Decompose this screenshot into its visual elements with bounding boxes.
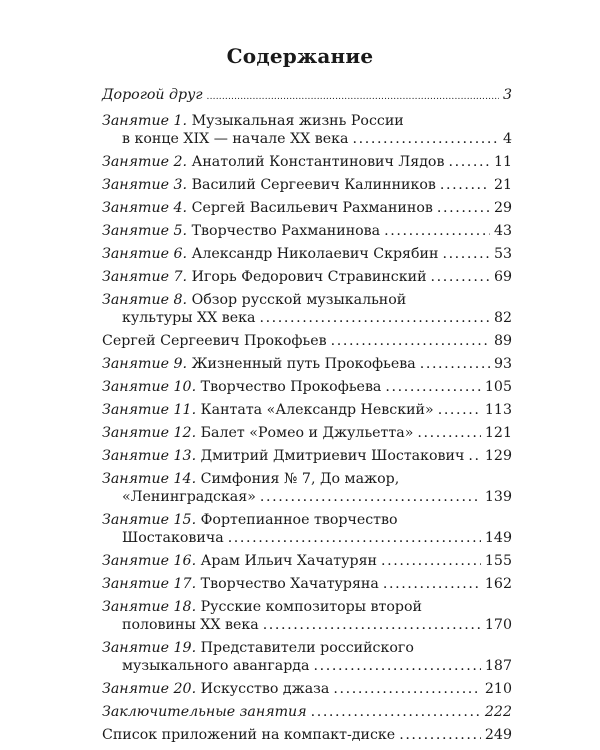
- toc-entry-title: Симфония № 7, До мажор,: [200, 471, 400, 487]
- toc-page-number: 155: [484, 553, 512, 569]
- toc-entry-text: [102, 86, 203, 104]
- dot-leader: [260, 488, 481, 506]
- toc-entry-line: [102, 424, 512, 442]
- toc-entry-title: Творчество Хачатуряна: [200, 576, 379, 592]
- toc-entry-title: Обзор русской музыкальной: [191, 292, 407, 308]
- toc-entry-text: [102, 703, 307, 721]
- toc-page-number: 3: [502, 87, 512, 103]
- toc-entry-label: Занятие 1.: [102, 113, 188, 129]
- toc-entry-line: [102, 726, 512, 744]
- toc-entry[interactable]: [102, 378, 512, 396]
- toc-entry[interactable]: [102, 680, 512, 698]
- toc-entry[interactable]: [102, 291, 512, 327]
- toc-entry-title: Александр Николаевич Скрябин: [191, 246, 439, 262]
- toc-entry-label: Дорогой друг: [102, 87, 203, 103]
- toc-entry-label: Занятие 6.: [102, 246, 188, 262]
- toc-entry-label: Занятие 13.: [102, 448, 197, 464]
- toc-entry-label: Занятие 17.: [102, 576, 197, 592]
- toc-entry[interactable]: [102, 199, 512, 217]
- toc-entry-continuation: [102, 657, 512, 675]
- toc-entry-line: [102, 575, 512, 593]
- toc-entry[interactable]: [102, 176, 512, 194]
- toc-page-number: 249: [484, 727, 512, 743]
- toc-entry-line: [102, 112, 512, 130]
- toc-entry-label: Занятие 10.: [102, 379, 197, 395]
- toc-entry-continuation: [102, 130, 512, 148]
- toc-entry-title-continued: культуры XX века: [122, 310, 256, 326]
- toc-entry-title-continued: в конце XIX — начале XX века: [122, 131, 349, 147]
- toc-entry-text: [102, 291, 406, 309]
- toc-entry-label: Занятие 8.: [102, 292, 188, 308]
- toc-entry-line: [102, 447, 512, 465]
- toc-entry-title-continued: половины XX века: [122, 617, 259, 633]
- toc-entry-label: Занятие 2.: [102, 154, 188, 170]
- toc-entry-label: Занятие 14.: [102, 471, 197, 487]
- toc-page-number: 4: [502, 131, 512, 147]
- toc-entry-line: [102, 639, 512, 657]
- toc-entry-continuation: [102, 488, 512, 506]
- dot-leader: [438, 401, 481, 419]
- dot-leader: [468, 447, 481, 465]
- toc-entry-text: [122, 657, 310, 675]
- toc-entry[interactable]: [102, 268, 512, 286]
- dot-leader: [442, 245, 489, 263]
- dot-leader: [385, 378, 481, 396]
- toc-entry[interactable]: [102, 86, 512, 106]
- toc-entry-title: Игорь Федорович Стравинский: [191, 269, 427, 285]
- toc-entry-label: Занятие 3.: [102, 177, 188, 193]
- toc-entry[interactable]: [102, 332, 512, 350]
- dot-leader: [333, 680, 481, 698]
- toc-entry-line: [102, 680, 512, 698]
- toc-entry-title: Кантата «Александр Невский»: [200, 402, 434, 418]
- toc-entry-title: Сергей Сергеевич Прокофьев: [102, 333, 327, 349]
- dot-leader: [314, 657, 481, 675]
- toc-entry-text: [102, 552, 377, 570]
- toc-page-number: 139: [484, 489, 512, 505]
- toc-page-number: 187: [484, 658, 512, 674]
- toc-entry-label: Занятие 9.: [102, 356, 188, 372]
- toc-entry-text: [102, 176, 436, 194]
- toc-entry-title: Русские композиторы второй: [200, 599, 423, 615]
- toc-entry[interactable]: [102, 424, 512, 442]
- dot-leader: [259, 309, 489, 327]
- dot-leader: [420, 355, 490, 373]
- toc-entry-text: [102, 639, 414, 657]
- toc-entry-title: Жизненный путь Прокофьева: [191, 356, 416, 372]
- toc-entry-title: Список приложений на компакт-диске: [102, 727, 396, 743]
- toc-entry-text: [102, 401, 434, 419]
- toc-page-number: 121: [484, 425, 512, 441]
- toc-entry[interactable]: [102, 112, 512, 148]
- toc-entry-title-continued: «Ленинградская»: [122, 489, 256, 505]
- toc-page-number: 210: [484, 681, 512, 697]
- toc-entry-text: [102, 332, 327, 350]
- toc-entry[interactable]: [102, 575, 512, 593]
- toc-entry-label: Занятие 15.: [102, 512, 197, 528]
- toc-entry-text: [102, 378, 381, 396]
- toc-entry-line: [102, 268, 512, 286]
- toc-page-number: 89: [493, 333, 512, 349]
- toc-entry-text: [122, 488, 256, 506]
- toc-entry-title: Арам Ильич Хачатурян: [200, 553, 377, 569]
- toc-entry-text: [122, 616, 259, 634]
- dot-leader: [311, 703, 481, 721]
- toc-entry-title: Музыкальная жизнь России: [191, 113, 404, 129]
- toc-page-number: 222: [484, 704, 512, 720]
- toc-entry-label: Заключительные занятия: [102, 704, 307, 720]
- toc-entry-title-continued: музыкального авангарда: [122, 658, 310, 674]
- toc-entry-label: Занятие 18.: [102, 599, 197, 615]
- toc-page-number: 113: [484, 402, 512, 418]
- toc-entry-text: [102, 680, 329, 698]
- toc-entry-continuation: [102, 529, 512, 547]
- toc-entry-text: [102, 112, 404, 130]
- toc-entry-line: [102, 552, 512, 570]
- toc-entry-text: [102, 268, 427, 286]
- toc-entry-text: [102, 355, 416, 373]
- toc-entry[interactable]: [102, 639, 512, 675]
- dot-leader: [228, 529, 481, 547]
- toc-entry-line: [102, 222, 512, 240]
- toc-entry-text: [102, 222, 380, 240]
- toc-page-number: 162: [484, 576, 512, 592]
- toc-entry-title: Дмитрий Дмитриевич Шостакович: [200, 448, 465, 464]
- toc-entry-label: Занятие 19.: [102, 640, 197, 656]
- toc-entry-line: [102, 176, 512, 194]
- toc-entry-line: [102, 355, 512, 373]
- toc-entry-line: [102, 86, 512, 106]
- toc-page-number: 170: [484, 617, 512, 633]
- toc-entry-title: Анатолий Константинович Лядов: [191, 154, 445, 170]
- toc-entry-text: [102, 199, 433, 217]
- toc-entry-text: [122, 309, 255, 327]
- toc-entry-text: [102, 447, 464, 465]
- dot-leader: [448, 153, 489, 171]
- toc-entry-line: [102, 470, 512, 488]
- toc-entry-text: [102, 575, 379, 593]
- toc-entry-line: [102, 332, 512, 350]
- toc-page-number: 82: [493, 310, 512, 326]
- toc-entry-continuation: [102, 309, 512, 327]
- toc-entry[interactable]: [102, 470, 512, 506]
- toc-entry-label: Занятие 11.: [102, 402, 197, 418]
- toc-page-number: 129: [484, 448, 512, 464]
- toc-page-number: 29: [493, 200, 512, 216]
- page-title: Содержание: [226, 44, 374, 68]
- dot-leader: [263, 616, 481, 634]
- toc-entry-text: [122, 529, 224, 547]
- toc-entry-title: Творчество Прокофьева: [200, 379, 382, 395]
- toc-entry[interactable]: [102, 153, 512, 171]
- toc-entry-line: [102, 598, 512, 616]
- toc-entry-line: [102, 378, 512, 396]
- dot-leader: [381, 552, 481, 570]
- toc-page-number: 93: [493, 356, 512, 372]
- toc-entry-title: Балет «Ромео и Джульетта»: [200, 425, 414, 441]
- toc-entry-line: [102, 703, 512, 721]
- toc-entry-title: Василий Сергеевич Калинников: [191, 177, 436, 193]
- toc-entry-label: Занятие 16.: [102, 553, 197, 569]
- toc-entry[interactable]: [102, 222, 512, 240]
- toc-entry-line: [102, 291, 512, 309]
- toc-page-number: 11: [493, 154, 512, 170]
- dot-leader: [384, 222, 490, 240]
- toc-entry-text: [102, 726, 395, 744]
- toc-entry-text: [102, 153, 444, 171]
- dot-leader: [383, 575, 481, 593]
- toc-entry-text: [102, 470, 399, 488]
- dot-leader: [399, 726, 481, 744]
- toc-entry[interactable]: [102, 511, 512, 547]
- toc-entry-line: [102, 401, 512, 419]
- dot-leader: [417, 424, 481, 442]
- toc-entry-text: [102, 424, 413, 442]
- toc-entry[interactable]: [102, 598, 512, 634]
- toc-page-number: 43: [493, 223, 512, 239]
- toc-entry[interactable]: [102, 703, 512, 721]
- dot-leader: [331, 332, 490, 350]
- toc-entry[interactable]: [102, 355, 512, 373]
- toc-entry-text: [102, 511, 398, 529]
- toc-page-number: 149: [484, 530, 512, 546]
- dot-leader: [353, 130, 499, 148]
- dot-leader: [207, 88, 499, 106]
- toc-entry-title: Фортепианное творчество: [200, 512, 398, 528]
- toc-entry[interactable]: [102, 552, 512, 570]
- toc-entry-label: Занятие 12.: [102, 425, 197, 441]
- toc-entry-line: [102, 511, 512, 529]
- toc-entry-line: [102, 153, 512, 171]
- toc-page-number: 69: [493, 269, 512, 285]
- toc-entry[interactable]: [102, 447, 512, 465]
- toc-entry-label: Занятие 7.: [102, 269, 188, 285]
- toc-page-number: 21: [493, 177, 512, 193]
- toc-entry[interactable]: [102, 726, 512, 744]
- toc-entry[interactable]: [102, 401, 512, 419]
- toc-entry-title: Представители российского: [200, 640, 414, 656]
- toc-entry-title-continued: Шостаковича: [122, 530, 224, 546]
- dot-leader: [431, 268, 490, 286]
- toc-entry-line: [102, 199, 512, 217]
- toc-entry-text: [102, 598, 422, 616]
- toc-entry-text: [102, 245, 438, 263]
- table-of-contents: [102, 86, 512, 749]
- toc-entry[interactable]: [102, 245, 512, 263]
- toc-entry-label: Занятие 5.: [102, 223, 188, 239]
- toc-entry-text: [122, 130, 349, 148]
- toc-entry-line: [102, 245, 512, 263]
- toc-entry-label: Занятие 20.: [102, 681, 197, 697]
- toc-entry-label: Занятие 4.: [102, 200, 188, 216]
- toc-entry-title: Творчество Рахманинова: [191, 223, 381, 239]
- toc-entry-continuation: [102, 616, 512, 634]
- dot-leader: [440, 176, 490, 194]
- toc-page-number: 105: [484, 379, 512, 395]
- toc-entry-title: Сергей Васильевич Рахманинов: [191, 200, 433, 216]
- toc-page-number: 53: [493, 246, 512, 262]
- toc-entry-title: Искусство джаза: [200, 681, 330, 697]
- dot-leader: [437, 199, 490, 217]
